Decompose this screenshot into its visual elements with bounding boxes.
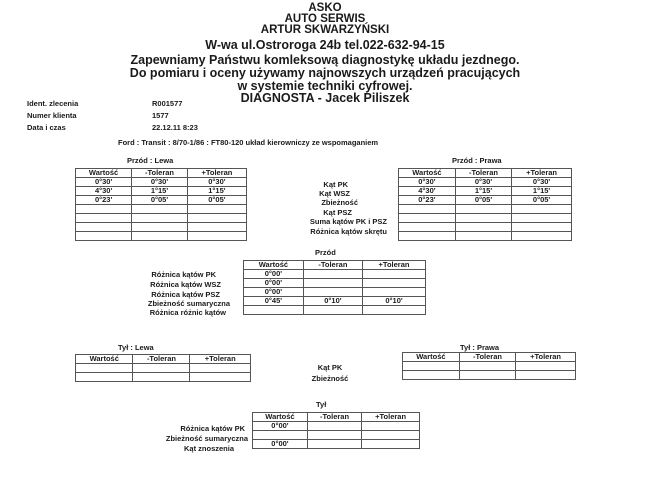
label-kat-znoszenia: Kąt znoszenia	[183, 444, 234, 453]
table-row	[244, 270, 426, 279]
front-right-table	[398, 168, 572, 241]
table-row	[76, 364, 251, 373]
cell: 0°30'	[132, 178, 188, 187]
cell: 0°10'	[363, 297, 426, 306]
vehicle-description: Ford : Transit : 8/70-1/86 : FT80-120 układ kierowniczy ze wspomaganiem	[118, 138, 379, 147]
cell	[244, 306, 304, 315]
cell	[303, 270, 362, 279]
cell	[253, 431, 308, 440]
cell	[363, 270, 426, 279]
col-minus-header: -Toleran	[303, 261, 362, 270]
header-slogan-1: Zapewniamy Państwu komleksową diagnostykę układu jezdnego.	[130, 53, 520, 67]
label-rear-roznica-pk: Różnica kątów PK	[180, 424, 245, 433]
col-minus-header: -Toleran	[307, 413, 361, 422]
label-suma-katow: Suma kątów PK i PSZ	[309, 217, 387, 226]
col-value-header: Wartość	[76, 355, 133, 364]
label-roznica-skretu: Różnica kątów skrętu	[310, 227, 387, 236]
col-value-header: Wartość	[399, 169, 456, 178]
col-minus-header: -Toleran	[455, 169, 511, 178]
cell	[303, 288, 362, 297]
cell: 0°05'	[187, 196, 246, 205]
table-row	[244, 288, 426, 297]
front-axle-table	[243, 260, 426, 315]
header-slogan-2: Do pomiaru i oceny używamy najnowszych urządzeń pracujących	[129, 66, 521, 80]
cell: 0°00'	[253, 440, 308, 449]
rear-left-table	[75, 354, 251, 382]
header-auto-serwis: AUTO SERWIS	[284, 13, 366, 25]
cell: 0°30'	[455, 178, 511, 187]
label-roznica-psz: Różnica kątów PSZ	[151, 290, 220, 299]
cell: 0°05'	[132, 196, 188, 205]
cell: 0°10'	[303, 297, 362, 306]
cell: 1°15'	[132, 187, 188, 196]
header-slogan-3: w systemie techniki cyfrowej.	[237, 79, 413, 93]
rear-axle-title: Tył	[316, 400, 327, 409]
cell: 0°00'	[244, 270, 304, 279]
table-row	[76, 373, 251, 382]
label-roznica-pk: Różnica kątów PK	[151, 270, 216, 279]
col-minus-header: -Toleran	[133, 355, 190, 364]
cell: 0°23'	[76, 196, 132, 205]
table-row	[253, 422, 420, 431]
label-zbieznosc-sumaryczna: Zbieżność sumaryczna	[147, 299, 230, 308]
client-number-label: Numer klienta	[27, 111, 77, 120]
header-owner: ARTUR SKWARZYŃSKI	[260, 24, 390, 36]
cell: 0°30'	[512, 178, 572, 187]
cell: 1°15'	[455, 187, 511, 196]
label-rear-kat-pk: Kąt PK	[317, 363, 343, 372]
rear-right-table	[402, 352, 576, 380]
col-plus-header: +Toleran	[190, 355, 251, 364]
cell	[363, 288, 426, 297]
table-row	[399, 196, 572, 205]
col-minus-header: -Toleran	[459, 353, 515, 362]
header-address: W-wa ul.Ostroroga 24b tel.022-632-94-15	[205, 38, 445, 52]
cell: 0°05'	[512, 196, 572, 205]
header-diagnostician: DIAGNOSTA - Jacek Piliszek	[240, 91, 410, 105]
cell	[363, 279, 426, 288]
cell: 0°00'	[244, 288, 304, 297]
cell	[362, 422, 420, 431]
order-id-label: Ident. zlecenia	[27, 99, 79, 108]
col-value-header: Wartość	[76, 169, 132, 178]
front-axle-title: Przód	[315, 248, 336, 257]
table-row	[244, 306, 426, 315]
label-zbieznosc: Zbieżność	[321, 198, 358, 207]
cell	[303, 306, 362, 315]
cell: 0°00'	[244, 279, 304, 288]
table-row	[76, 196, 247, 205]
table-row	[76, 187, 247, 196]
table-row	[244, 279, 426, 288]
cell	[362, 431, 420, 440]
cell	[307, 422, 361, 431]
table-row	[403, 371, 576, 380]
front-right-title: Przód : Prawa	[452, 156, 502, 165]
cell	[303, 279, 362, 288]
rear-right-title: Tył : Prawa	[460, 343, 500, 352]
label-rear-zbieznosc: Zbieżność	[311, 374, 349, 383]
cell: 0°30'	[399, 178, 456, 187]
table-row	[403, 362, 576, 371]
label-kat-psz: Kąt PSZ	[323, 208, 352, 217]
col-plus-header: +Toleran	[363, 261, 426, 270]
table-row	[244, 297, 426, 306]
cell: 1°15'	[512, 187, 572, 196]
table-row	[76, 232, 247, 241]
col-plus-header: +Toleran	[516, 353, 576, 362]
order-id-value: R001577	[152, 99, 183, 108]
table-row	[76, 178, 247, 187]
cell: 4°30'	[76, 187, 132, 196]
cell: 0°30'	[187, 178, 246, 187]
cell: 4°30'	[399, 187, 456, 196]
cell	[362, 440, 420, 449]
cell	[307, 431, 361, 440]
client-number-value: 1577	[152, 111, 169, 120]
cell: 1°15'	[187, 187, 246, 196]
cell	[307, 440, 361, 449]
front-left-title: Przód : Lewa	[127, 156, 174, 165]
datetime-label: Data i czas	[27, 123, 66, 132]
col-value-header: Wartość	[403, 353, 460, 362]
table-row	[399, 223, 572, 232]
cell: 0°45'	[244, 297, 304, 306]
cell: 0°00'	[253, 422, 308, 431]
col-value-header: Wartość	[244, 261, 304, 270]
cell: 0°05'	[455, 196, 511, 205]
cell: 0°30'	[76, 178, 132, 187]
col-plus-header: +Toleran	[187, 169, 246, 178]
rear-axle-table	[252, 412, 420, 449]
table-row	[399, 178, 572, 187]
col-plus-header: +Toleran	[512, 169, 572, 178]
table-row	[76, 223, 247, 232]
table-row	[399, 214, 572, 223]
datetime-value: 22.12.11 8:23	[152, 123, 198, 132]
header-asko: ASKO	[308, 2, 342, 14]
rear-left-title: Tył : Lewa	[118, 343, 154, 352]
col-plus-header: +Toleran	[362, 413, 420, 422]
table-row	[76, 214, 247, 223]
table-row	[399, 205, 572, 214]
cell: 0°23'	[399, 196, 456, 205]
label-rear-zbieznosc-sumaryczna: Zbieżność sumaryczna	[165, 434, 248, 443]
label-roznica-roznic: Różnica różnic kątów	[149, 308, 226, 317]
table-row	[399, 232, 572, 241]
front-left-table	[75, 168, 247, 241]
label-kat-pk: Kąt PK	[323, 180, 348, 189]
col-minus-header: -Toleran	[132, 169, 188, 178]
label-kat-wsz: Kąt WSZ	[319, 189, 350, 198]
table-row	[399, 187, 572, 196]
table-row	[76, 205, 247, 214]
label-roznica-wsz: Różnica kątów WSZ	[150, 280, 221, 289]
col-value-header: Wartość	[253, 413, 308, 422]
table-row	[253, 431, 420, 440]
table-row	[253, 440, 420, 449]
cell	[363, 306, 426, 315]
